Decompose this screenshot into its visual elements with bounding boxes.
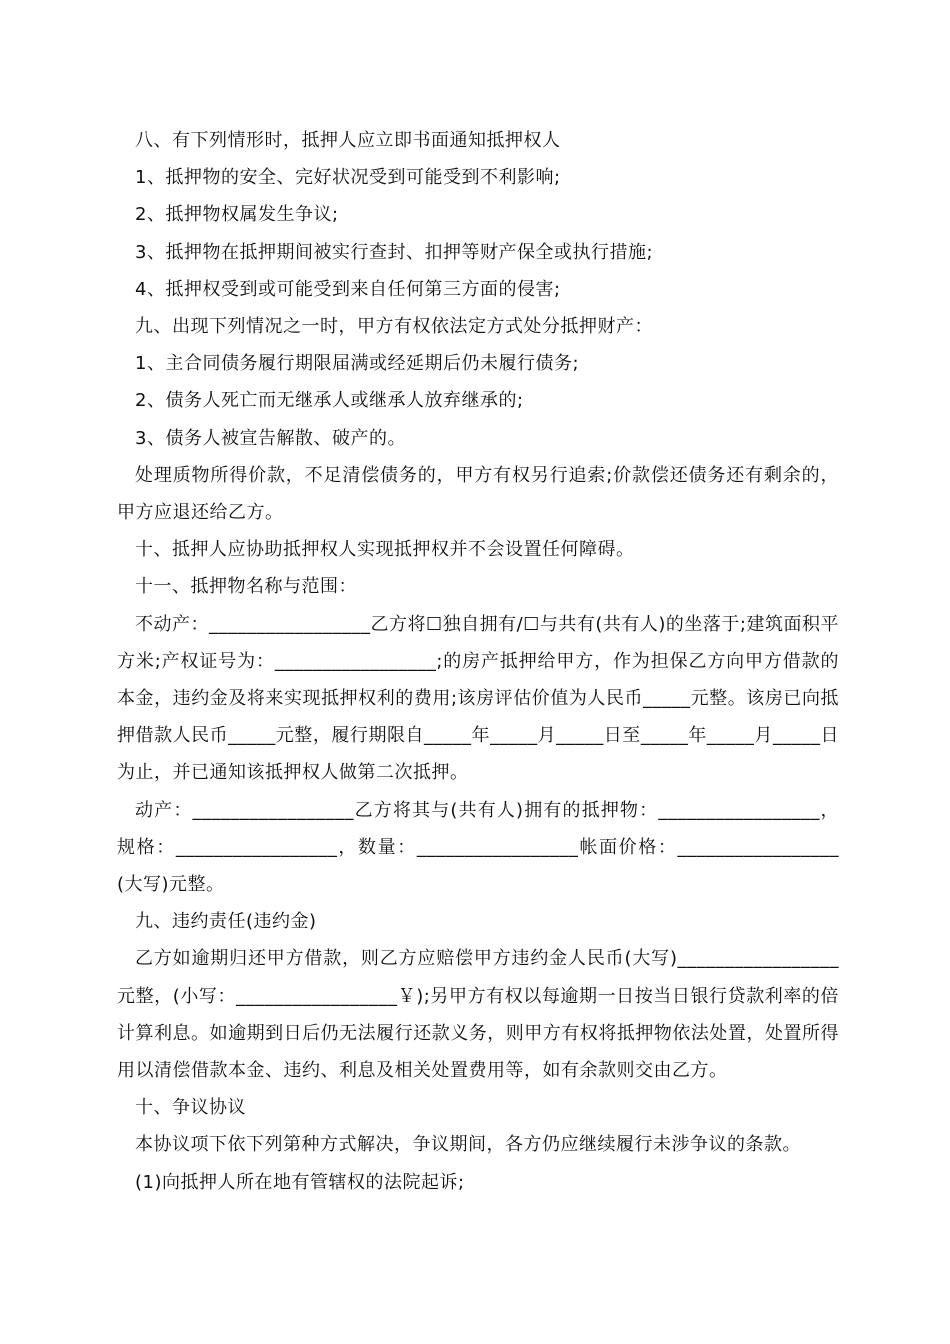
dispute-option-1: (1)向抵押人所在地有管辖权的法院起诉; xyxy=(135,1171,465,1193)
clause-8-item-2: 2、抵押物权属发生争议; xyxy=(135,204,339,226)
clause-8-item-1: 1、抵押物的安全、完好状况受到可能受到不利影响; xyxy=(135,167,561,189)
clause-9-item-1: 1、主合同债务履行期限届满或经延期后仍未履行债务; xyxy=(135,353,580,375)
disposal-paragraph: 处理质物所得价款，不足清偿债务的，甲方有权另行追索;价款偿还债务还有剩余的，甲方应退还给乙方。 xyxy=(117,464,839,524)
real-estate-paragraph: 不动产：_________________乙方将☐独自拥有/☐与共有(共有人)的坐落于;建筑面积平方米;产权证号为：_________________;的房产抵押给甲方，作为担保乙方向甲方借款的本金，违约金及将来实现抵押权利的费用;该房评估价值为人民币_____元整。该房已向抵押借款人民币_____元整，履行期限自_____年_____月_____日至_____年_____月_____日为止，并已通知该抵押权人做第二次抵押。 xyxy=(117,613,839,784)
clause-8-item-4: 4、抵押权受到或可能受到来自任何第三方面的侵害; xyxy=(135,278,561,300)
clause-9-heading: 九、出现下列情况之一时，甲方有权依法定方式处分抵押财产： xyxy=(135,316,653,338)
liability-paragraph: 乙方如逾期归还甲方借款，则乙方应赔偿甲方违约金人民币(大写)_________________元整，(小写：_________________￥);另甲方有权以每逾期一日按当日银行贷款利率的倍计算利息。如逾期到日后仍无法履行还款义务，则甲方有权将抵押物依法处置，处置所得用以清偿借款本金、违约、利息及相关处置费用等，如有余款则交由乙方。 xyxy=(117,948,839,1082)
clause-10-heading: 十、抵押人应协助抵押权人实现抵押权并不会设置任何障碍。 xyxy=(135,539,635,561)
document-body xyxy=(117,122,839,1201)
clause-9-item-3: 3、债务人被宣告解散、破产的。 xyxy=(135,427,406,449)
dispute-paragraph: 本协议项下依下列第种方式解决，争议期间，各方仍应继续履行未涉争议的条款。 xyxy=(135,1134,801,1156)
clause-8-item-3: 3、抵押物在抵押期间被实行查封、扣押等财产保全或执行措施; xyxy=(135,241,654,263)
movable-property-paragraph: 动产：_________________乙方将其与(共有人)拥有的抵押物：_________________，规格：_________________，数量：_________________帐面价格：_________________(大写)元整。 xyxy=(117,799,839,896)
clause-11-heading: 十一、抵押物名称与范围： xyxy=(135,576,357,598)
dispute-heading: 十、争议协议 xyxy=(135,1097,246,1119)
clause-8-heading: 八、有下列情形时，抵押人应立即书面通知抵押权人 xyxy=(135,130,561,151)
clause-9-item-2: 2、债务人死亡而无继承人或继承人放弃继承的; xyxy=(135,390,524,412)
liability-heading: 九、违约责任(违约金) xyxy=(135,911,317,933)
